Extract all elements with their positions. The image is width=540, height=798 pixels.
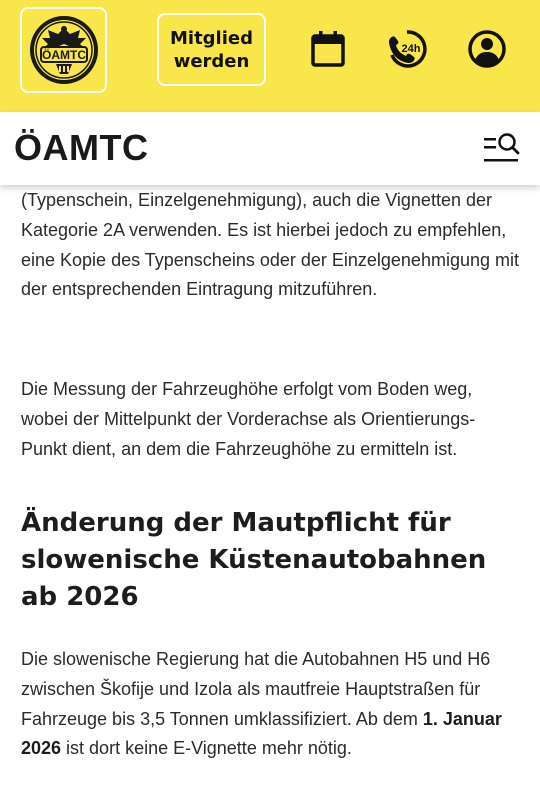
oamtc-emblem-logo[interactable]	[20, 7, 107, 93]
calendar-button[interactable]	[307, 28, 349, 70]
24h-phone-icon	[386, 28, 428, 70]
become-member-button[interactable]	[157, 13, 266, 86]
menu-search-button[interactable]	[482, 132, 520, 164]
article-paragraph	[21, 645, 521, 764]
section-heading: Änderung der Mautpflicht für slowenische Küstenautobahnen ab 2026	[21, 508, 487, 612]
calendar-icon	[310, 30, 346, 68]
member-button-line2: werden	[173, 50, 250, 72]
svg-text:24h: 24h	[401, 43, 421, 55]
main-navigation	[0, 112, 540, 185]
user-account-icon	[467, 29, 507, 69]
user-account-button[interactable]	[466, 28, 508, 70]
paragraph-text: Die slowenische Regierung hat die Autobahnen H5 und H6 zwischen Škofije und Izola als mautfreie Hauptstraßen für Fahrzeuge bis 3,5 Tonnen umklassifiziert. Ab dem	[21, 649, 491, 729]
24h-hotline-button[interactable]	[386, 28, 428, 70]
menu-search-icon	[482, 132, 520, 164]
brand-wordmark[interactable]: ÖAMTC	[14, 127, 149, 168]
oamtc-emblem-icon	[28, 14, 100, 86]
emblem-text: ÖAMTC	[41, 48, 86, 62]
article-paragraph: Die Messung der Fahrzeughöhe erfolgt vom Boden weg, wobei der Mittelpunkt der Vorderachse als Orientierungs-Punkt dient, an dem die Fahrzeughöhe zu ermitteln ist.	[21, 379, 476, 459]
paragraph-text: ist dort keine E-Vignette mehr nötig.	[61, 738, 352, 759]
top-bar	[0, 0, 540, 112]
member-button-line1: Mitglied	[169, 27, 253, 49]
article-paragraph: (Typenschein, Einzelgenehmigung), auch die Vignetten der Kategorie 2A verwenden. Es ist hierbei jedoch zu empfehlen, eine Kopie des Typenscheins oder der Einzelgenehmigung mit der entsprechenden Eintragung mitzuführen.	[21, 190, 519, 300]
highlighted-date: 1. Januar 2026	[21, 708, 502, 759]
